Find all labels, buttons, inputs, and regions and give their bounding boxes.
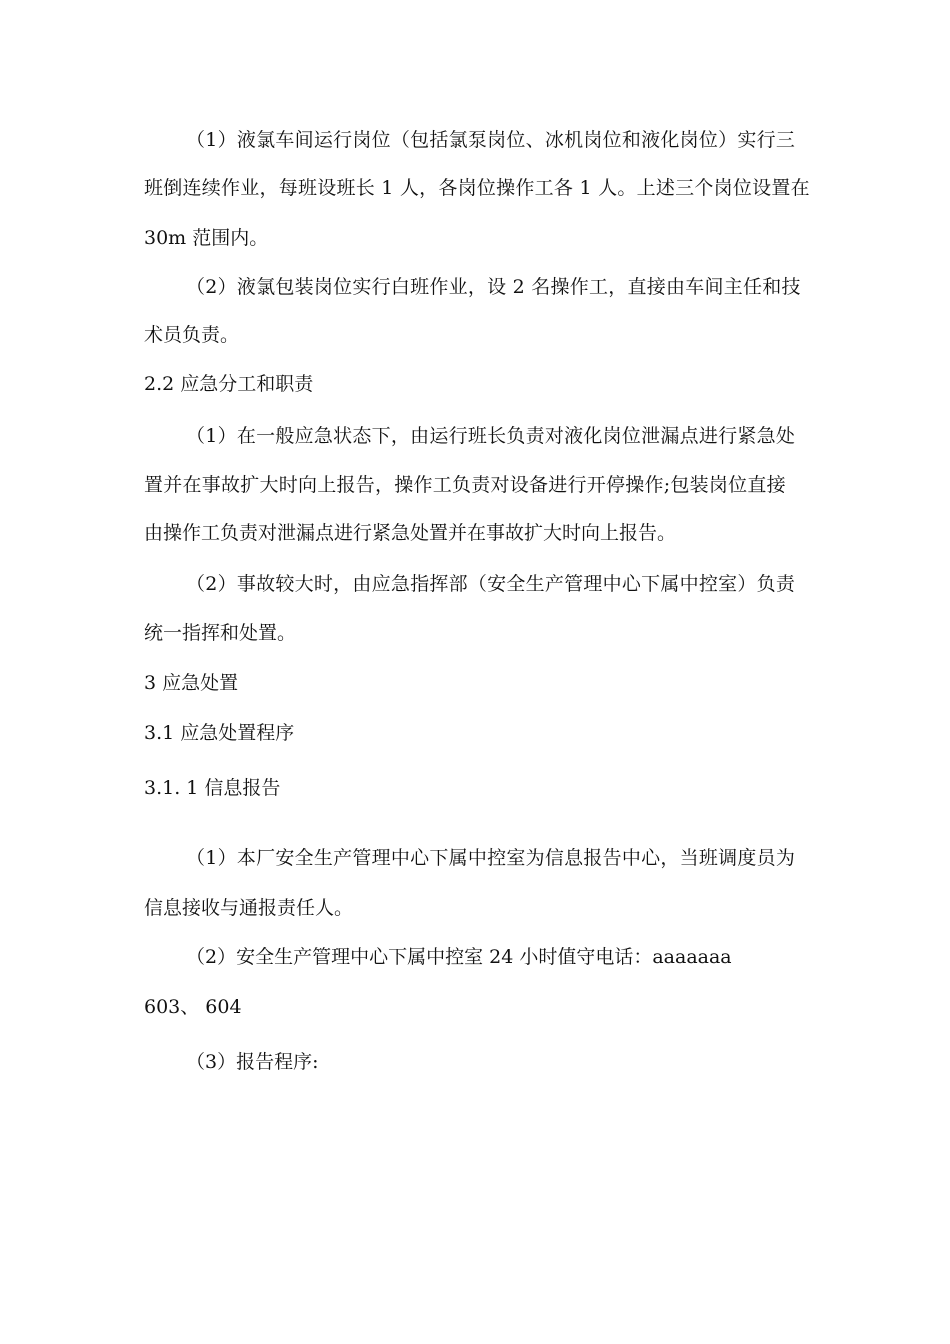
paragraph-line: 术员负责。 [144, 324, 240, 346]
paragraph-line: 603、 604 [144, 996, 242, 1018]
paragraph-line: 由操作工负责对泄漏点进行紧急处置并在事故扩大时向上报告。 [144, 522, 677, 544]
paragraph-line: 班倒连续作业，每班设班长 1 人，各岗位操作工各 1 人。上述三个岗位设置在 [144, 177, 810, 199]
paragraph-line: （2）液氯包装岗位实行白班作业，设 2 名操作工，直接由车间主任和技 [186, 276, 801, 298]
paragraph-line: 信息接收与通报责任人。 [144, 897, 354, 919]
paragraph-line: 置并在事故扩大时向上报告，操作工负责对设备进行开停操作;包装岗位直接 [144, 474, 786, 496]
paragraph-line: （1）液氯车间运行岗位（包括氯泵岗位、冰机岗位和液化岗位）实行三 [186, 129, 796, 151]
paragraph-line: （3）报告程序: [186, 1051, 319, 1073]
section-heading: 3.1 应急处置程序 [144, 722, 295, 744]
paragraph-line: 30m 范围内。 [144, 227, 269, 249]
paragraph-line: 统一指挥和处置。 [144, 622, 297, 644]
paragraph-line: （1）在一般应急状态下，由运行班长负责对液化岗位泄漏点进行紧急处 [186, 425, 796, 447]
paragraph-line: （2）事故较大时，由应急指挥部（安全生产管理中心下属中控室）负责 [186, 573, 796, 595]
paragraph-line: （1）本厂安全生产管理中心下属中控室为信息报告中心，当班调度员为 [186, 847, 796, 869]
paragraph-line: （2）安全生产管理中心下属中控室 24 小时值守电话：aaaaaaa [186, 946, 732, 968]
section-heading: 3 应急处置 [144, 672, 239, 694]
section-heading: 2.2 应急分工和职责 [144, 373, 314, 395]
section-heading: 3.1. 1 信息报告 [144, 777, 281, 799]
